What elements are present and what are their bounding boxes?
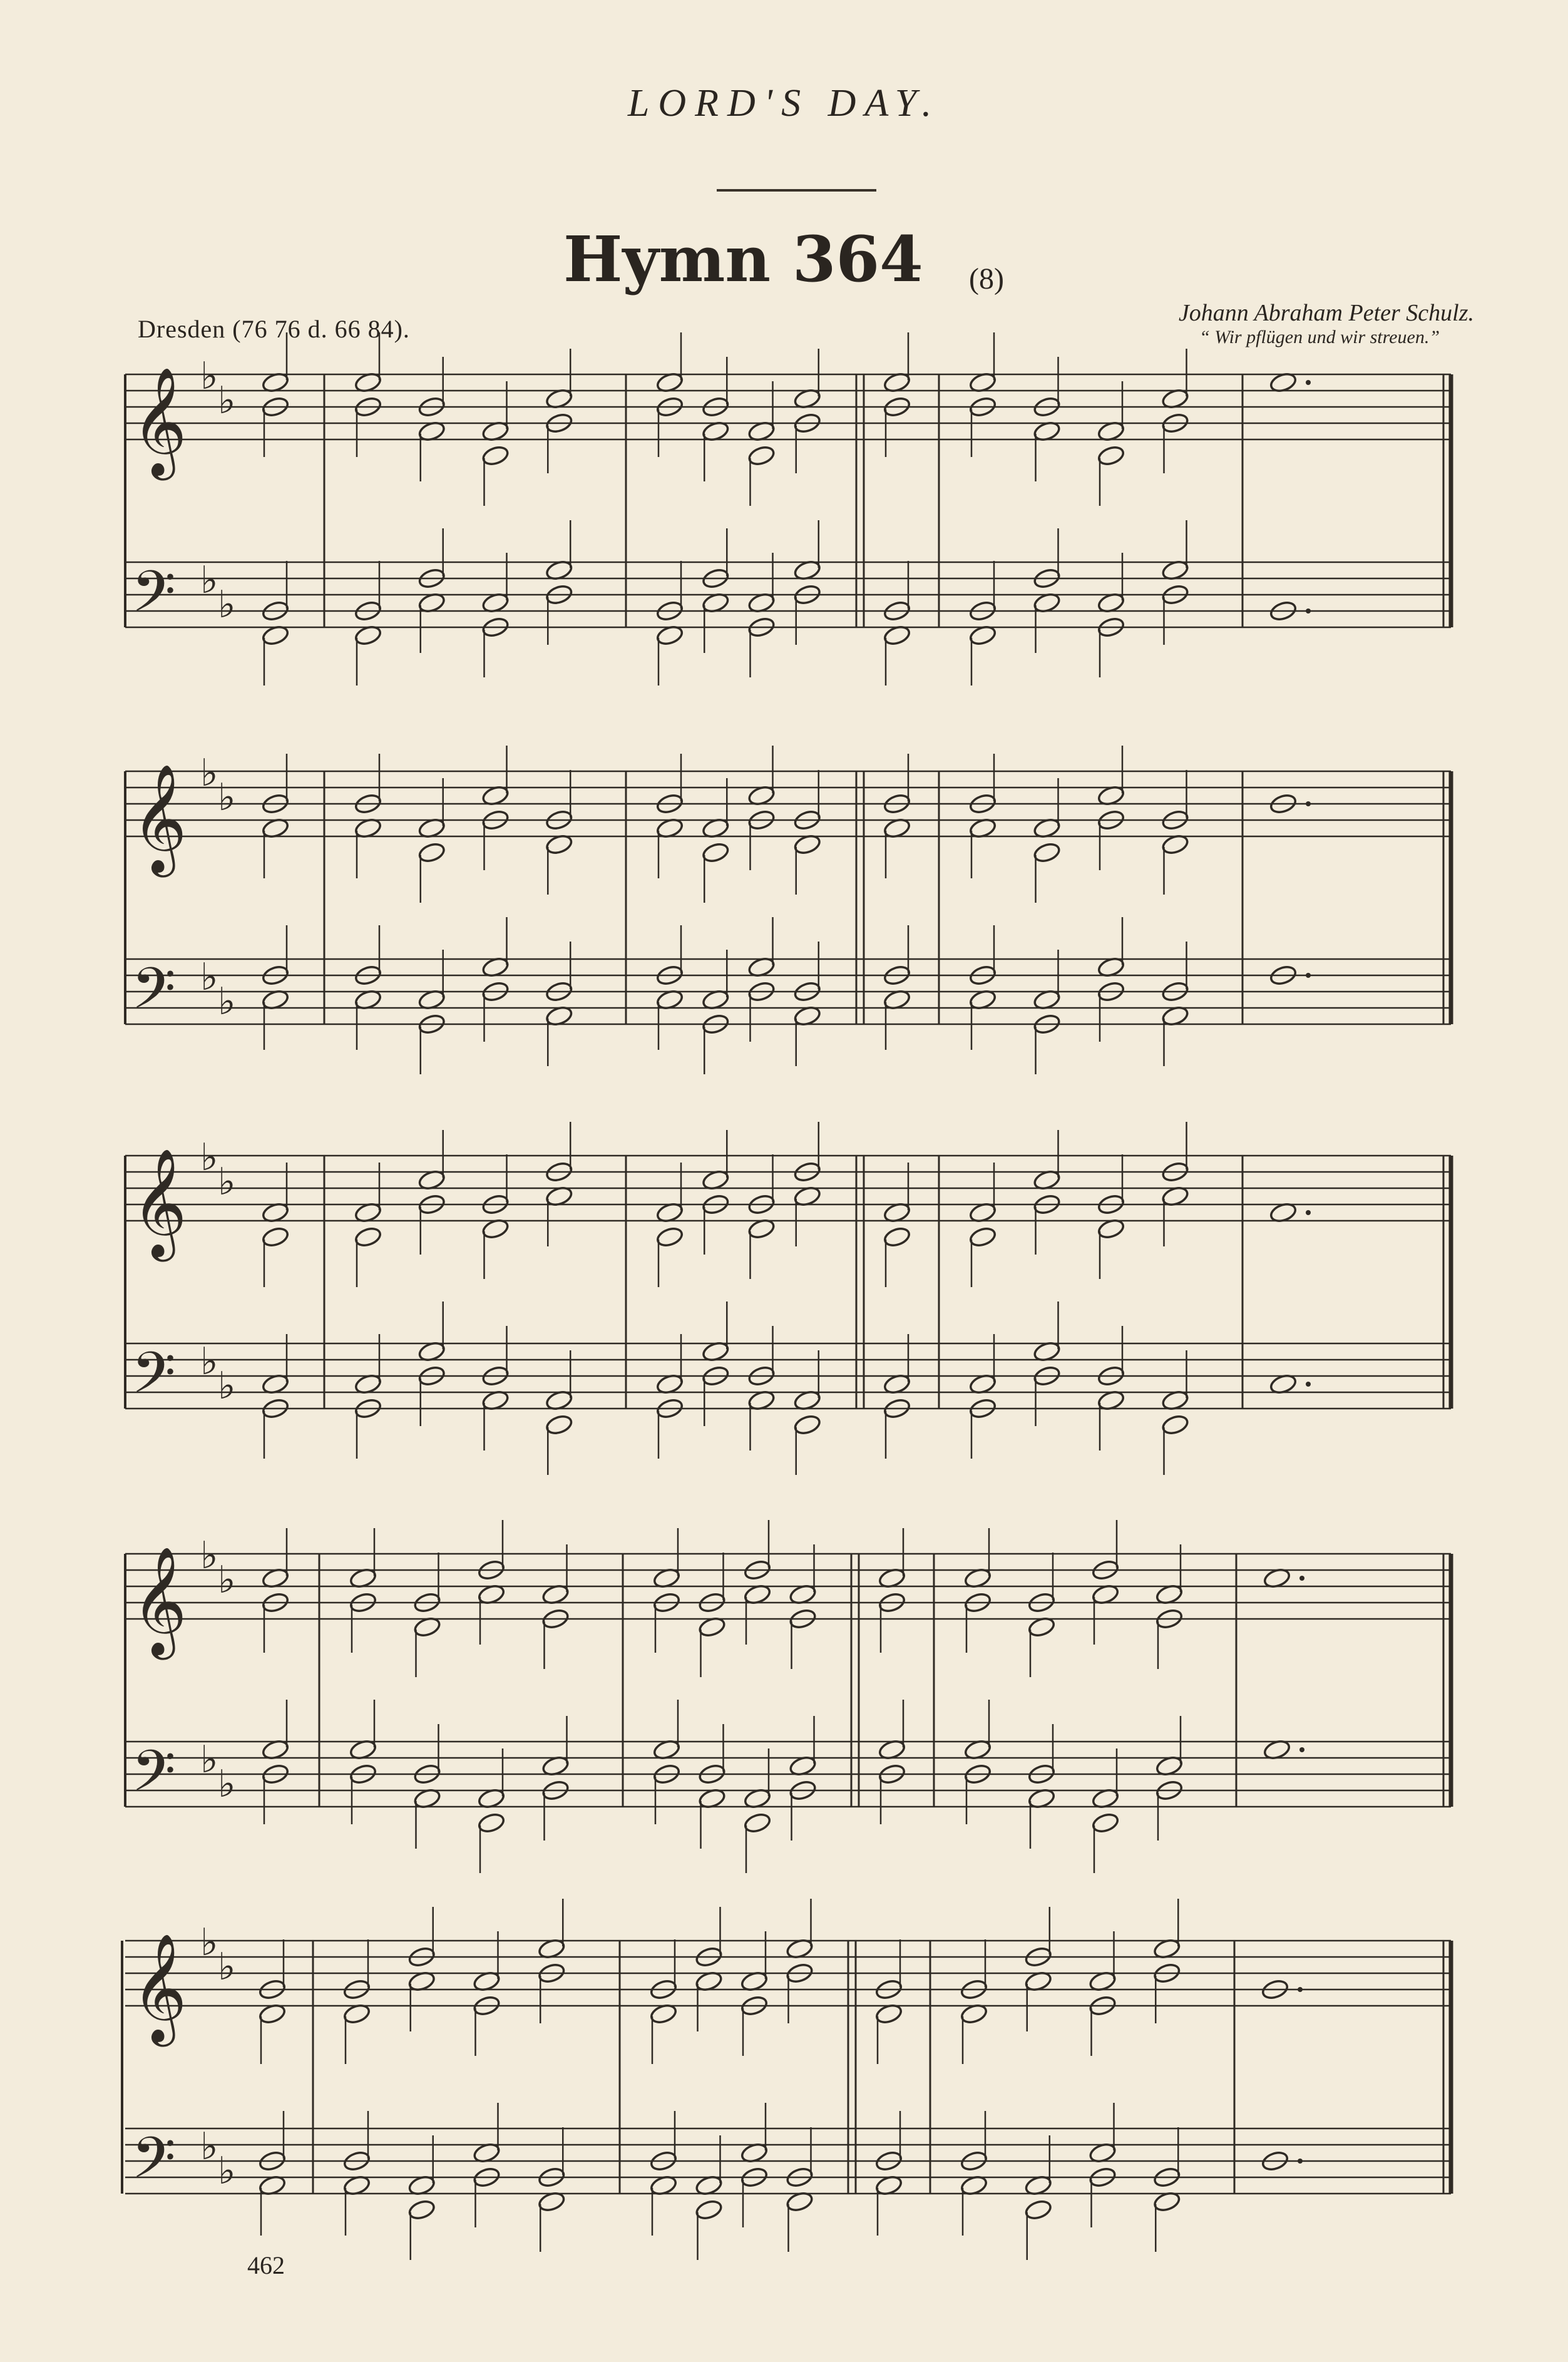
flat-icon: ♭ bbox=[200, 1136, 218, 1179]
flat-icon: ♭ bbox=[200, 1340, 218, 1384]
original-text: “ Wir pflügen und wir streuen.” bbox=[1199, 327, 1440, 347]
bass-clef-icon: 𝄢 bbox=[131, 1738, 176, 1818]
dot-icon bbox=[1299, 1747, 1304, 1752]
note-head bbox=[743, 1812, 772, 1834]
flat-icon: ♭ bbox=[200, 1921, 218, 1964]
dot-icon bbox=[1306, 973, 1311, 978]
dot-icon bbox=[1306, 1382, 1311, 1387]
hymn-title: Hymn 364 bbox=[563, 222, 923, 296]
bass-clef-icon: 𝄢 bbox=[131, 955, 176, 1035]
note-head bbox=[968, 1226, 997, 1248]
treble-clef-icon: 𝄞 bbox=[131, 367, 187, 476]
note-head bbox=[883, 1226, 911, 1248]
note-head bbox=[1033, 841, 1062, 864]
flat-icon: ♭ bbox=[218, 1160, 236, 1204]
section-header: LORD'S DAY. bbox=[627, 82, 941, 125]
flat-icon: ♭ bbox=[218, 776, 236, 819]
flat-icon: ♭ bbox=[200, 558, 218, 602]
dot-icon bbox=[1306, 1210, 1311, 1215]
note-head bbox=[695, 2199, 724, 2221]
note-head bbox=[655, 1226, 684, 1248]
dot-icon bbox=[1306, 608, 1311, 614]
flat-icon: ♭ bbox=[218, 1364, 236, 1408]
flat-icon: ♭ bbox=[200, 955, 218, 999]
dot-icon bbox=[1306, 380, 1311, 385]
flat-icon: ♭ bbox=[200, 354, 218, 398]
bass-clef-icon: 𝄢 bbox=[131, 1340, 176, 1420]
flat-icon: ♭ bbox=[200, 751, 218, 795]
hymn-count: (8) bbox=[969, 262, 1004, 295]
flat-icon: ♭ bbox=[218, 1558, 236, 1602]
note-head bbox=[418, 841, 446, 864]
treble-clef-icon: 𝄞 bbox=[131, 1546, 187, 1655]
dot-icon bbox=[1298, 1987, 1303, 1992]
flat-icon: ♭ bbox=[200, 1534, 218, 1578]
flat-icon: ♭ bbox=[218, 1945, 236, 1989]
note-head bbox=[261, 1226, 290, 1248]
note-head bbox=[545, 1414, 573, 1436]
note-head bbox=[407, 2199, 436, 2221]
note-head bbox=[1091, 1812, 1120, 1834]
flat-icon: ♭ bbox=[218, 583, 236, 627]
flat-icon: ♭ bbox=[218, 2149, 236, 2193]
bass-clef-icon: 𝄢 bbox=[131, 2125, 176, 2205]
note-head bbox=[747, 444, 776, 467]
treble-clef-icon: 𝄞 bbox=[131, 1148, 187, 1257]
flat-icon: ♭ bbox=[200, 1738, 218, 1782]
flat-icon: ♭ bbox=[218, 980, 236, 1024]
page-number: 462 bbox=[247, 2251, 285, 2279]
flat-icon: ♭ bbox=[200, 2125, 218, 2169]
treble-clef-icon: 𝄞 bbox=[131, 1933, 187, 2042]
dot-icon bbox=[1298, 2159, 1303, 2164]
bass-clef-icon: 𝄢 bbox=[131, 558, 176, 639]
note-head bbox=[1161, 1414, 1190, 1436]
note-head bbox=[1097, 444, 1125, 467]
note-head bbox=[481, 444, 510, 467]
flat-icon: ♭ bbox=[218, 379, 236, 423]
treble-clef-icon: 𝄞 bbox=[131, 764, 187, 873]
note-head bbox=[1024, 2199, 1053, 2221]
flat-icon: ♭ bbox=[218, 1762, 236, 1806]
composer: Johann Abraham Peter Schulz. bbox=[1178, 300, 1474, 326]
dot-icon bbox=[1299, 1576, 1304, 1581]
note-head bbox=[354, 1226, 382, 1248]
note-head bbox=[793, 1414, 822, 1436]
dot-icon bbox=[1306, 801, 1311, 806]
note-head bbox=[477, 1812, 506, 1834]
note-head bbox=[701, 841, 730, 864]
tune-name: Dresden (76 76 d. 66 84). bbox=[138, 315, 410, 343]
